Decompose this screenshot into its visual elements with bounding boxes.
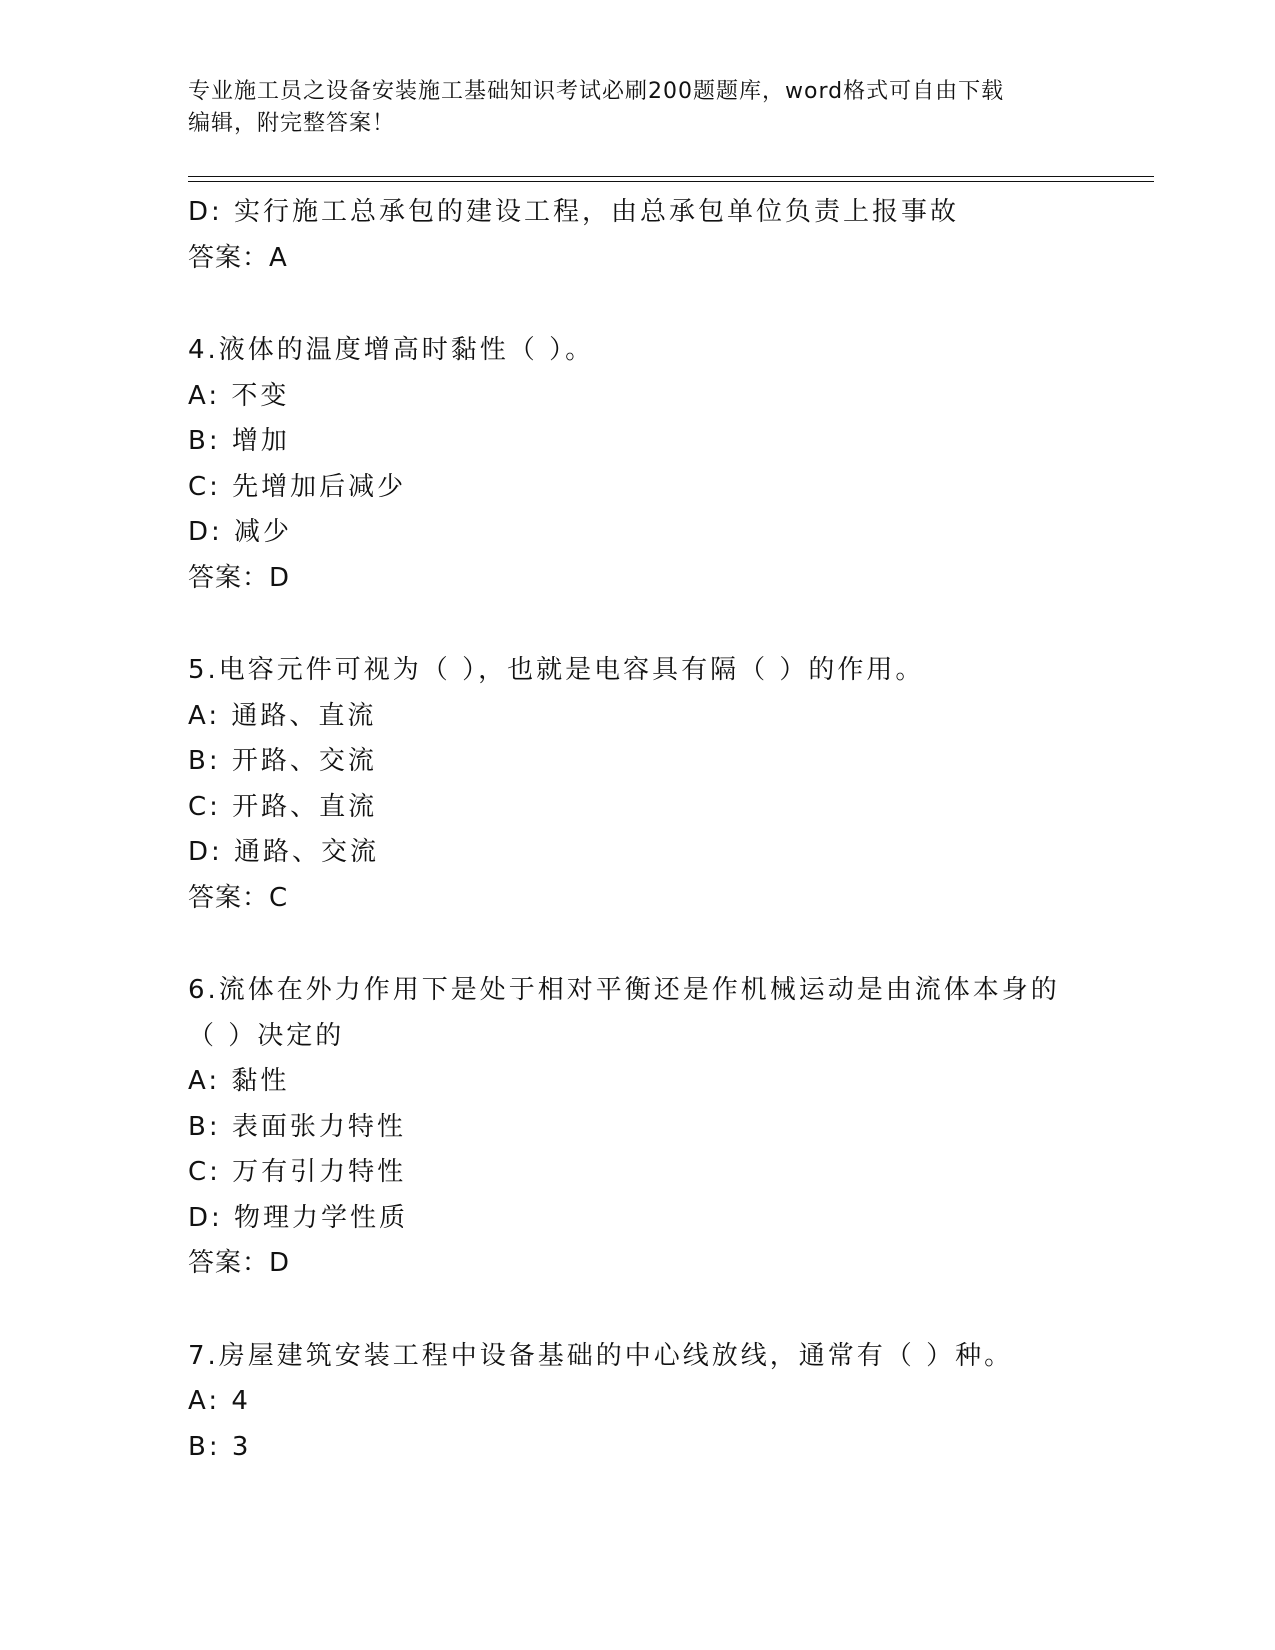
- question-6: [188, 968, 1148, 1287]
- question-list: [188, 190, 1148, 1470]
- answer-line: 答案：A: [188, 242, 288, 273]
- document-header: [188, 76, 1068, 140]
- option-d: D: 通路、交流: [188, 837, 380, 867]
- option-d: D: 减少: [188, 517, 293, 547]
- question-7: [188, 1334, 1148, 1471]
- option-c: C: 万有引力特性: [188, 1157, 407, 1187]
- option-a: A: 4: [188, 1386, 251, 1416]
- header-divider-top: [188, 176, 1154, 177]
- option-b: B: 表面张力特性: [188, 1111, 406, 1142]
- option-b: B: 3: [188, 1431, 252, 1462]
- question-5: [188, 648, 1148, 921]
- option-b: B: 增加: [188, 426, 290, 456]
- question-stem: 5.电容元件可视为（ ），也就是电容具有隔（ ）的作用。: [188, 655, 925, 685]
- question-4: [188, 328, 1148, 601]
- header-title-line-1: 专业施工员之设备安装施工基础知识考试必刷200题题库，word格式可自由下载: [188, 79, 1005, 104]
- question-stem: 7.房屋建筑安装工程中设备基础的中心线放线，通常有（ ）种。: [188, 1340, 1014, 1371]
- option-a: A: 不变: [188, 380, 290, 411]
- option-d: D: 物理力学性质: [188, 1202, 409, 1233]
- answer-line: 答案：D: [188, 1248, 291, 1278]
- option-a: A: 黏性: [188, 1066, 290, 1096]
- question-stem: 4.液体的温度增高时黏性（ ）。: [188, 335, 595, 365]
- header-divider-bottom: [188, 181, 1154, 182]
- option-b: B: 开路、交流: [188, 746, 377, 776]
- answer-line: 答案：C: [188, 882, 289, 913]
- option-d: D: 实行施工总承包的建设工程，由总承包单位负责上报事故: [188, 197, 960, 227]
- option-c: C: 开路、直流: [188, 791, 378, 822]
- question-stem-line-1: 6.流体在外力作用下是处于相对平衡还是作机械运动是由流体本身的: [188, 975, 1060, 1005]
- question-stem-line-2: （ ）决定的: [188, 1020, 345, 1051]
- header-title-line-2: 编辑，附完整答案！: [188, 111, 396, 136]
- option-a: A: 通路、直流: [188, 700, 377, 731]
- answer-line: 答案：D: [188, 562, 291, 593]
- option-c: C: 先增加后减少: [188, 471, 407, 502]
